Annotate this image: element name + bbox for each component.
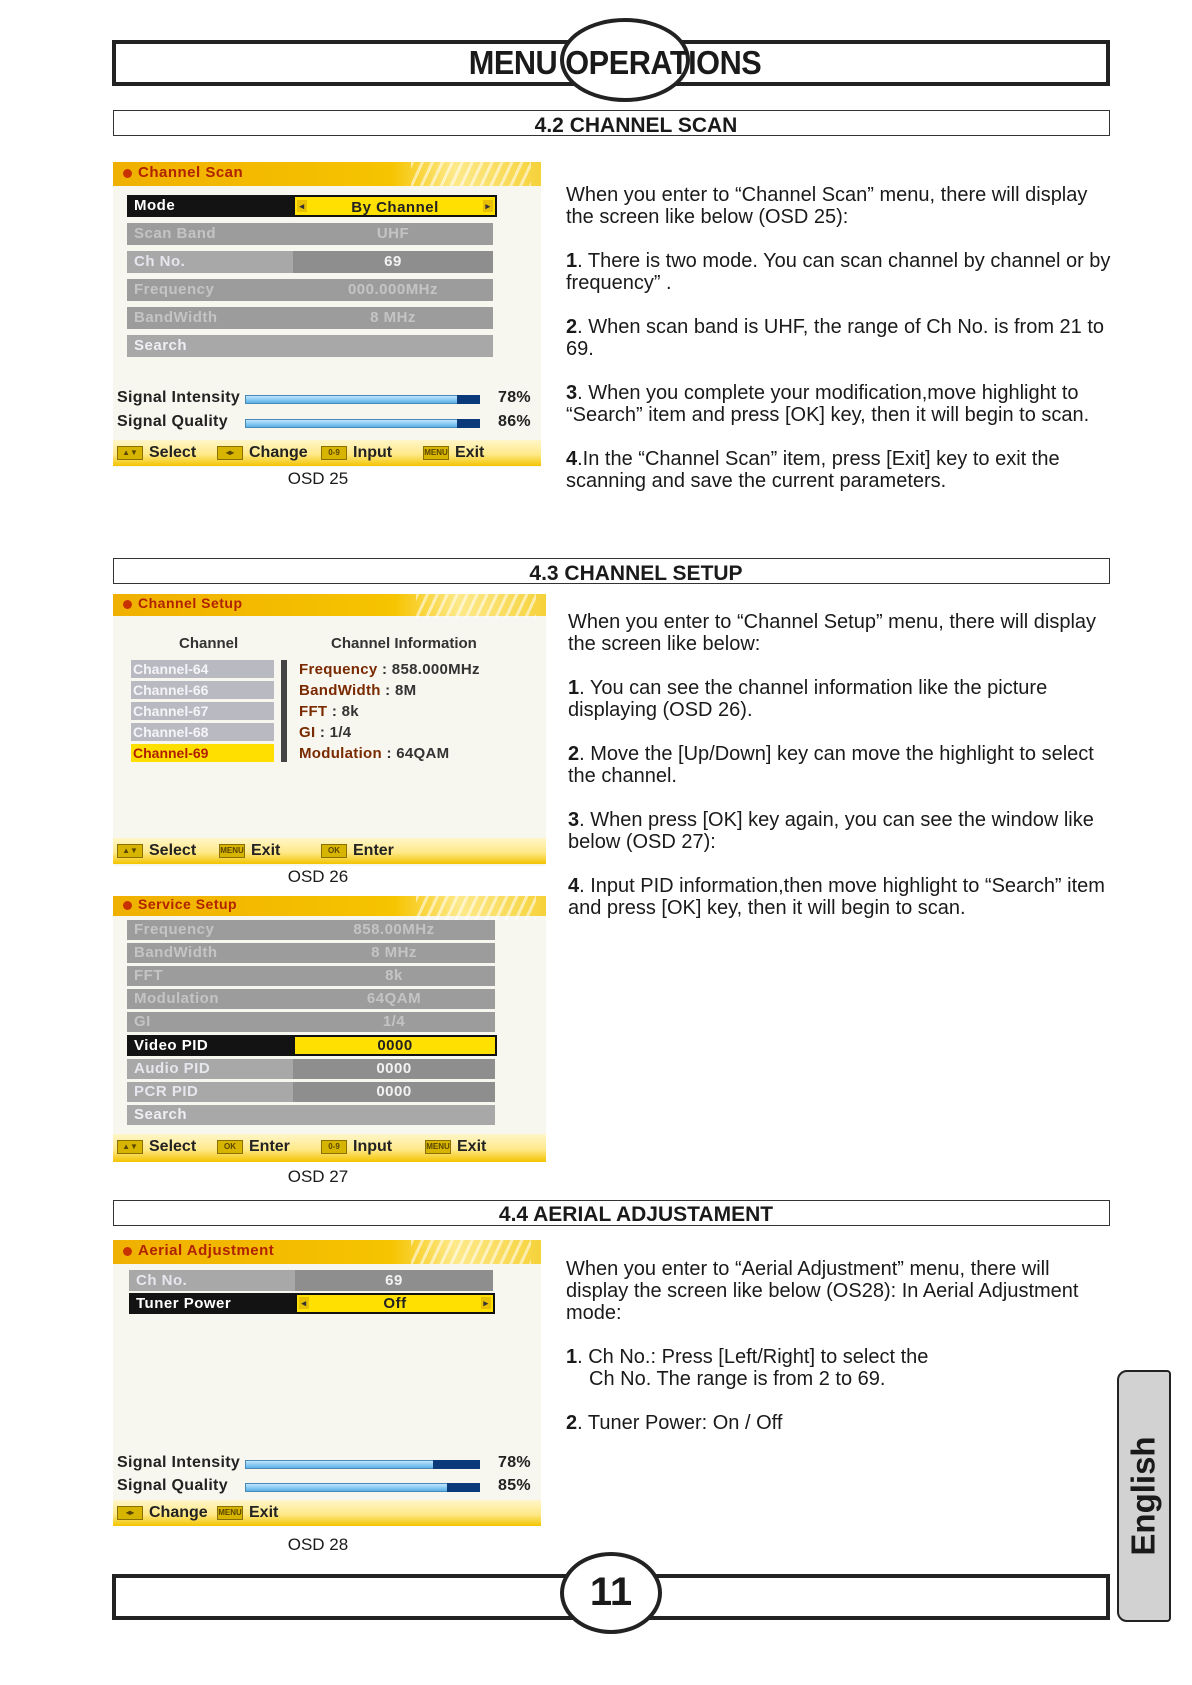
footer-change-label: Change [249, 444, 308, 461]
footer-select-label: Select [149, 1138, 197, 1155]
row-audio-pid[interactable] [127, 1059, 509, 1079]
bullet-icon [123, 169, 132, 178]
channel-scan-item-2 [566, 316, 1111, 360]
item-number: 1 [566, 1346, 578, 1368]
osd-channel-scan [113, 162, 541, 467]
row-bandwidth[interactable] [127, 943, 509, 963]
list-item[interactable]: Channel-68 [131, 723, 274, 741]
footer-input [321, 443, 392, 463]
leftright-key-icon: ◂▸ [117, 1506, 143, 1520]
signal-quality-bar-end [457, 419, 480, 428]
info-modulation: Modulation : 64QAM [299, 745, 450, 762]
item-text: . There is two mode. You can scan channel by channel or by frequency” . [566, 250, 1111, 294]
row-label: GI [127, 1012, 293, 1032]
channel-setup-text [568, 611, 1111, 941]
row-value: 8 MHz [293, 943, 495, 963]
footer-exit [423, 443, 484, 463]
osd-footer [113, 440, 541, 466]
channel-setup-item-1 [568, 677, 1111, 721]
footer-input [321, 1137, 392, 1157]
signal-quality [117, 413, 537, 435]
osd-service-setup [113, 896, 546, 1162]
row-label: Audio PID [127, 1059, 293, 1079]
signal-quality-value: 86% [498, 413, 531, 430]
row-label: Frequency [127, 279, 293, 301]
info-key: GI [299, 724, 316, 741]
row-value: 69 [295, 1270, 493, 1291]
row-label: Ch No. [129, 1270, 295, 1291]
list-item[interactable]: Channel-64 [131, 660, 274, 678]
footer-exit-label: Exit [251, 842, 281, 859]
footer-input-label: Input [353, 444, 393, 461]
updown-key-icon: ▲▼ [117, 446, 143, 460]
row-label: Search [127, 335, 493, 357]
row-ch-no[interactable] [127, 251, 507, 273]
channel-scan-intro: When you enter to “Channel Scan” menu, there will display the screen like below (OSD 25): [566, 184, 1088, 228]
row-label: Frequency [127, 920, 293, 940]
row-label: Mode [127, 195, 293, 217]
row-value: 64QAM [293, 989, 495, 1009]
row-label: FFT [127, 966, 293, 986]
row-fft[interactable] [127, 966, 509, 986]
footer-exit-label: Exit [249, 1504, 279, 1521]
signal-intensity-bar-end [457, 395, 480, 404]
info-value: 8M [394, 682, 417, 699]
row-search[interactable] [127, 1105, 509, 1125]
signal-quality-label: Signal Quality [117, 413, 228, 430]
channel-scan-item-4 [566, 448, 1111, 492]
info-value: 64QAM [396, 745, 450, 762]
row-value: 69 [293, 251, 493, 273]
osd-footer [113, 838, 546, 864]
row-search[interactable] [127, 335, 507, 357]
row-value[interactable] [295, 1293, 495, 1314]
menu-key-icon: MENU [219, 844, 245, 858]
row-label: Search [127, 1105, 495, 1125]
language-tab-label: English [1125, 1436, 1162, 1556]
list-item[interactable]: Channel-67 [131, 702, 274, 720]
item-text: . Tuner Power: On / Off [577, 1412, 783, 1434]
row-value: UHF [293, 223, 493, 245]
row-label: Modulation [127, 989, 293, 1009]
footer-change [117, 1503, 208, 1523]
footer-select [117, 443, 196, 463]
title-stripes [416, 594, 536, 618]
leftright-key-icon: ◂▸ [217, 446, 243, 460]
channel-column-header: Channel [179, 635, 239, 652]
signal-quality-bar-end [447, 1483, 480, 1492]
footer-exit [217, 1503, 278, 1523]
item-text: . Move the [Up/Down] key can move the highlight to select the channel. [568, 743, 1094, 787]
page-number: 11 [589, 1570, 633, 1614]
info-fft: FFT : 8k [299, 703, 359, 720]
title-stripes [416, 896, 536, 920]
channel-scan-item-3 [566, 382, 1111, 426]
channel-scan-text [566, 184, 1111, 514]
row-bandwidth[interactable] [127, 307, 507, 329]
info-column-header: Channel Information [331, 635, 477, 652]
signal-intensity-label: Signal Intensity [117, 389, 241, 406]
section-heading-aerial-adjustment: 4.4 AERIAL ADJUSTAMENT [498, 1203, 774, 1226]
row-label: Ch No. [127, 251, 293, 273]
row-value: 0000 [293, 1082, 495, 1102]
info-value: 1/4 [329, 724, 352, 741]
footer-exit [219, 841, 280, 861]
caption-osd-28: OSD 28 [287, 1535, 349, 1554]
row-label: Video PID [127, 1035, 293, 1056]
info-key: FFT [299, 703, 328, 720]
osd-title: Service Setup [138, 896, 238, 912]
signal-intensity-bar-end [433, 1460, 480, 1469]
ok-key-icon: OK [321, 844, 347, 858]
arrow-right-icon: ▸ [481, 1297, 491, 1309]
bullet-icon [123, 1247, 132, 1256]
section-heading-channel-setup: 4.3 CHANNEL SETUP [529, 562, 743, 585]
item-number: 3 [566, 382, 578, 404]
footer-enter-label: Enter [249, 1138, 290, 1155]
footer-exit [425, 1137, 486, 1157]
aerial-adjustment-text [566, 1258, 1111, 1456]
updown-key-icon: ▲▼ [117, 844, 143, 858]
arrow-right-icon: ▸ [483, 200, 493, 212]
list-item[interactable]: Channel-66 [131, 681, 274, 699]
osd-title: Channel Setup [138, 595, 243, 611]
item-text: . You can see the channel information like the picture displaying (OSD 26). [568, 677, 1048, 721]
info-bandwidth: BandWidth : 8M [299, 682, 417, 699]
signal-intensity-value: 78% [498, 389, 531, 406]
signal-quality [117, 1477, 537, 1499]
row-value[interactable] [293, 195, 497, 217]
osd-channel-setup [113, 594, 546, 866]
signal-intensity-value: 78% [498, 1454, 531, 1471]
signal-intensity-label: Signal Intensity [117, 1454, 241, 1471]
footer-enter [321, 841, 394, 861]
list-item-selected[interactable]: Channel-69 [131, 744, 274, 762]
info-value: 858.000MHz [391, 661, 480, 678]
row-value[interactable]: 0000 [293, 1035, 497, 1056]
item-text: . Ch No.: Press [Left/Right] to select the [577, 1346, 929, 1368]
osd-title-bar [113, 1240, 541, 1264]
channel-list-scrollbar[interactable] [281, 660, 287, 762]
channel-setup-item-2 [568, 743, 1111, 787]
row-label: PCR PID [127, 1082, 293, 1102]
language-tab-label-wrap [1117, 1370, 1171, 1622]
osd-title: Aerial Adjustment [138, 1242, 275, 1259]
row-ch-no[interactable] [129, 1270, 509, 1291]
row-mode[interactable] [127, 195, 523, 217]
signal-quality-label: Signal Quality [117, 1477, 228, 1494]
row-frequency[interactable] [127, 279, 507, 301]
menu-key-icon: MENU [217, 1506, 243, 1520]
tuner-power-value: Off [383, 1295, 407, 1312]
item-number: 4 [568, 875, 580, 897]
signal-intensity [117, 389, 537, 411]
info-value: 8k [341, 703, 359, 720]
row-value: 1/4 [293, 1012, 495, 1032]
row-gi[interactable] [127, 1012, 509, 1032]
info-gi: GI : 1/4 [299, 724, 352, 741]
footer-change-label: Change [149, 1504, 208, 1521]
item-number: 1 [566, 250, 578, 272]
footer-exit-label: Exit [455, 444, 485, 461]
bullet-icon [123, 901, 132, 910]
item-text: . When you complete your modification,move highlight to “Search” item and press [OK] key, then it will begin to scan. [566, 382, 1090, 426]
section-heading-channel-scan: 4.2 CHANNEL SCAN [534, 114, 738, 137]
info-frequency: Frequency : 858.000MHz [299, 661, 480, 678]
row-value: 8k [293, 966, 495, 986]
caption-osd-26: OSD 26 [287, 867, 349, 886]
osd-title-bar [113, 896, 546, 916]
row-tuner-power[interactable] [129, 1293, 513, 1314]
channel-setup-item-3 [568, 809, 1111, 853]
item-number: 2 [568, 743, 580, 765]
osd-footer [113, 1500, 541, 1526]
channel-setup-item-4 [568, 875, 1111, 919]
footer-input-label: Input [353, 1138, 393, 1155]
row-label: BandWidth [127, 943, 293, 963]
item-number: 1 [568, 677, 580, 699]
item-number: 2 [566, 316, 578, 338]
signal-intensity [117, 1454, 537, 1476]
signal-quality-bar [245, 1483, 480, 1492]
row-pcr-pid[interactable] [127, 1082, 509, 1102]
footer-select [117, 1137, 196, 1157]
footer-change [217, 443, 308, 463]
footer-enter-label: Enter [353, 842, 394, 859]
caption-osd-27: OSD 27 [287, 1167, 349, 1186]
aerial-item-2 [566, 1412, 1111, 1434]
row-label: BandWidth [127, 307, 293, 329]
mode-value: By Channel [351, 199, 439, 216]
signal-intensity-bar [245, 395, 480, 404]
footer-enter [217, 1137, 290, 1157]
item-text: . When scan band is UHF, the range of Ch No. is from 21 to 69. [566, 316, 1105, 360]
updown-key-icon: ▲▼ [117, 1140, 143, 1154]
menu-key-icon: MENU [425, 1140, 451, 1154]
osd-footer [113, 1134, 546, 1162]
row-value: 8 MHz [293, 307, 493, 329]
row-scan-band[interactable] [127, 223, 507, 245]
title-stripes [411, 1240, 531, 1264]
aerial-intro: When you enter to “Aerial Adjustment” menu, there will display the screen like below (OS28): In Aerial Adjustment mode: [566, 1258, 1079, 1324]
menu-key-icon: MENU [423, 446, 449, 460]
bullet-icon [123, 600, 132, 609]
ok-key-icon: OK [217, 1140, 243, 1154]
item-number: 4 [566, 448, 578, 470]
footer-select [117, 841, 196, 861]
row-modulation[interactable] [127, 989, 509, 1009]
arrow-left-icon: ◂ [297, 200, 307, 212]
channel-setup-intro: When you enter to “Channel Setup” menu, there will display the screen like below: [568, 611, 1097, 655]
item-text: . Input PID information,then move highlight to “Search” item and press [OK] key, then it will begin to scan. [568, 875, 1105, 919]
item-text: . When press [OK] key again, you can see the window like below (OSD 27): [568, 809, 1094, 853]
row-frequency[interactable] [127, 920, 509, 940]
item-number: 2 [566, 1412, 578, 1434]
channel-scan-item-1 [566, 250, 1111, 294]
row-value: 0000 [293, 1059, 495, 1079]
signal-quality-bar [245, 419, 480, 428]
signal-quality-value: 85% [498, 1477, 531, 1494]
item-text: .In the “Channel Scan” item, press [Exit] key to exit the scanning and save the current parameters. [566, 448, 1060, 492]
caption-osd-25: OSD 25 [287, 469, 349, 488]
row-value: 000.000MHz [293, 279, 493, 301]
osd-aerial-adjustment [113, 1240, 541, 1526]
arrow-left-icon: ◂ [299, 1297, 309, 1309]
osd-title-bar [113, 162, 541, 186]
row-label: Scan Band [127, 223, 293, 245]
footer-exit-label: Exit [457, 1138, 487, 1155]
row-video-pid[interactable] [127, 1035, 511, 1056]
number-key-icon: 0-9 [321, 1140, 347, 1154]
aerial-item-1 [566, 1346, 1111, 1390]
info-key: Frequency [299, 661, 378, 678]
number-key-icon: 0-9 [321, 446, 347, 460]
footer-select-label: Select [149, 444, 197, 461]
row-value: 858.00MHz [293, 920, 495, 940]
title-stripes [411, 162, 531, 186]
item-number: 3 [568, 809, 580, 831]
footer-select-label: Select [149, 842, 197, 859]
osd-title: Channel Scan [138, 164, 244, 181]
page-title: MENU OPERATIONS [468, 44, 762, 81]
item-text-continued: Ch No. The range is from 2 to 69. [589, 1368, 886, 1390]
info-key: BandWidth [299, 682, 381, 699]
osd-title-bar [113, 594, 546, 616]
info-key: Modulation [299, 745, 382, 762]
row-label: Tuner Power [129, 1293, 295, 1314]
